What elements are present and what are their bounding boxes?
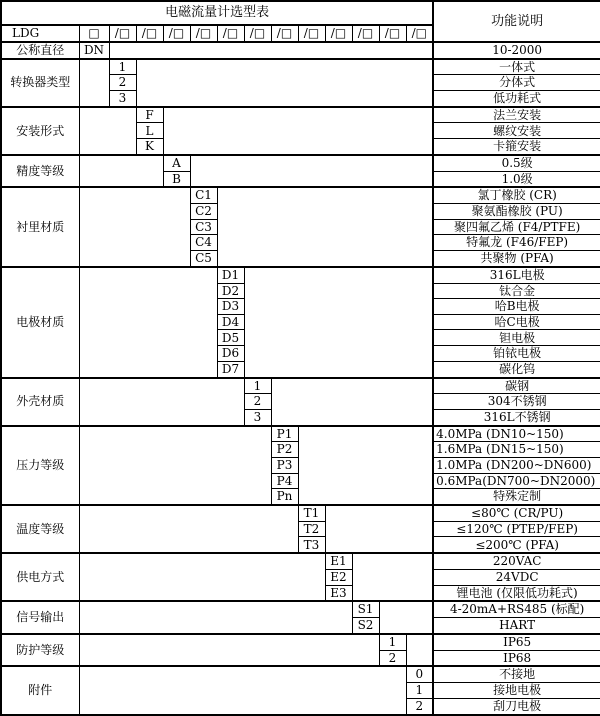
- category-label: 附件: [1, 666, 79, 715]
- code-cell: K: [136, 139, 163, 155]
- code-cell: 1: [379, 634, 406, 650]
- function-cell: 10-2000: [433, 42, 600, 59]
- function-cell: 钛合金: [433, 283, 600, 299]
- function-cell: 1.6MPa (DN15~150): [433, 442, 600, 458]
- code-cell: 3: [109, 91, 136, 107]
- code-cell: P4: [271, 473, 298, 489]
- function-cell: 共聚物 (PFA): [433, 251, 600, 267]
- category-label: 供电方式: [1, 553, 79, 601]
- model-slot-cell: /□: [109, 25, 136, 42]
- option-row: [1, 505, 600, 521]
- code-cell: 1: [109, 59, 136, 75]
- code-cell: 0: [406, 666, 433, 682]
- code-cell: 1: [244, 378, 271, 394]
- blank-cell: [379, 601, 433, 633]
- option-row: [1, 634, 600, 650]
- blank-cell: [79, 426, 271, 505]
- blank-cell: [79, 378, 244, 426]
- code-cell: T3: [298, 537, 325, 553]
- code-cell: 3: [244, 409, 271, 425]
- blank-cell: [79, 155, 163, 187]
- model-slot-cell: /□: [190, 25, 217, 42]
- title-row: [1, 1, 600, 25]
- model-prefix-label: LDG: [1, 25, 79, 42]
- code-cell: A: [163, 155, 190, 171]
- function-cell: HART: [433, 618, 600, 634]
- code-cell: B: [163, 171, 190, 187]
- function-cell: 1.0级: [433, 171, 600, 187]
- option-row: [1, 59, 600, 75]
- blank-cell: [136, 59, 433, 107]
- option-row: [1, 426, 600, 442]
- model-slot-cell: /□: [136, 25, 163, 42]
- category-label: 电极材质: [1, 267, 79, 378]
- function-cell: 220VAC: [433, 553, 600, 569]
- code-cell: E1: [325, 553, 352, 569]
- model-slot-cell: /□: [163, 25, 190, 42]
- function-cell: 氯丁橡胶 (CR): [433, 187, 600, 203]
- code-cell: C2: [190, 204, 217, 220]
- option-row: [1, 666, 600, 682]
- function-cell: 24VDC: [433, 569, 600, 585]
- code-cell: S1: [352, 601, 379, 617]
- model-slot-cell: /□: [352, 25, 379, 42]
- blank-cell: [79, 601, 352, 633]
- table-title: 电磁流量计选型表: [1, 1, 433, 25]
- option-row: [1, 553, 600, 569]
- option-row: [1, 267, 600, 283]
- option-row: [1, 378, 600, 394]
- category-label: 温度等级: [1, 505, 79, 553]
- code-cell: S2: [352, 618, 379, 634]
- code-cell: C4: [190, 235, 217, 251]
- model-slot-cell: /□: [244, 25, 271, 42]
- blank-cell: [109, 42, 433, 59]
- category-label: 公称直径: [1, 42, 79, 59]
- code-cell: E3: [325, 585, 352, 601]
- function-cell: 0.5级: [433, 155, 600, 171]
- blank-cell: [244, 267, 433, 378]
- function-cell: 0.6MPa(DN700~DN2000): [433, 473, 600, 489]
- blank-cell: [79, 505, 298, 553]
- code-cell: D4: [217, 314, 244, 330]
- function-cell: 304不锈钢: [433, 394, 600, 410]
- model-slot-cell: /□: [406, 25, 433, 42]
- model-slot-cell: /□: [271, 25, 298, 42]
- diameter-row: [1, 42, 600, 59]
- category-label: 防护等级: [1, 634, 79, 666]
- blank-cell: [79, 634, 379, 666]
- option-row: [1, 107, 600, 123]
- code-cell: C3: [190, 219, 217, 235]
- blank-cell: [217, 187, 433, 266]
- function-cell: 铂铱电极: [433, 346, 600, 362]
- function-cell: 特殊定制: [433, 489, 600, 505]
- blank-cell: [298, 426, 433, 505]
- model-slot-cell: /□: [298, 25, 325, 42]
- code-cell: 2: [244, 394, 271, 410]
- function-cell: 刮刀电极: [433, 698, 600, 715]
- option-row: [1, 187, 600, 203]
- category-label: 信号输出: [1, 601, 79, 633]
- blank-cell: [190, 155, 433, 187]
- category-label: 外壳材质: [1, 378, 79, 426]
- blank-cell: [79, 187, 190, 266]
- blank-cell: [163, 107, 433, 155]
- function-cell: ≤80℃ (CR/PU): [433, 505, 600, 521]
- function-cell: 特氟龙 (F46/FEP): [433, 235, 600, 251]
- function-cell: 聚四氟乙烯 (F4/PTFE): [433, 219, 600, 235]
- blank-cell: [271, 378, 433, 426]
- code-cell: F: [136, 107, 163, 123]
- code-cell: 2: [406, 698, 433, 715]
- function-cell: 锂电池 (仅限低功耗式): [433, 585, 600, 601]
- function-cell: 4-20mA+RS485 (标配): [433, 601, 600, 617]
- code-cell: C5: [190, 251, 217, 267]
- function-cell: IP65: [433, 634, 600, 650]
- function-cell: 哈C电极: [433, 314, 600, 330]
- code-cell: 2: [379, 650, 406, 666]
- blank-cell: [79, 553, 325, 601]
- option-row: [1, 155, 600, 171]
- function-cell: 哈B电极: [433, 299, 600, 315]
- blank-cell: [79, 107, 136, 155]
- model-box-cell: □: [79, 25, 109, 42]
- code-cell: D2: [217, 283, 244, 299]
- function-cell: 一体式: [433, 59, 600, 75]
- code-cell: DN: [79, 42, 109, 59]
- model-slot-cell: /□: [217, 25, 244, 42]
- function-cell: 钽电极: [433, 330, 600, 346]
- function-cell: 分体式: [433, 75, 600, 91]
- function-cell: 聚氨酯橡胶 (PU): [433, 204, 600, 220]
- blank-cell: [352, 553, 433, 601]
- code-cell: P3: [271, 458, 298, 474]
- model-slot-cell: /□: [325, 25, 352, 42]
- code-cell: Pn: [271, 489, 298, 505]
- code-cell: 2: [109, 75, 136, 91]
- function-cell: 316L电极: [433, 267, 600, 283]
- function-cell: 1.0MPa (DN200~DN600): [433, 458, 600, 474]
- code-cell: 1: [406, 683, 433, 699]
- code-cell: D1: [217, 267, 244, 283]
- function-cell: 碳钢: [433, 378, 600, 394]
- function-cell: ≤200℃ (PFA): [433, 537, 600, 553]
- model-slot-cell: /□: [379, 25, 406, 42]
- category-label: 转换器类型: [1, 59, 79, 107]
- function-cell: 接地电极: [433, 683, 600, 699]
- blank-cell: [325, 505, 433, 553]
- category-label: 精度等级: [1, 155, 79, 187]
- function-cell: 碳化钨: [433, 361, 600, 377]
- blank-cell: [406, 634, 433, 666]
- blank-cell: [79, 59, 109, 107]
- code-cell: T1: [298, 505, 325, 521]
- code-cell: E2: [325, 569, 352, 585]
- function-cell: 316L不锈钢: [433, 409, 600, 425]
- code-cell: T2: [298, 521, 325, 537]
- code-cell: P2: [271, 442, 298, 458]
- function-cell: 螺纹安装: [433, 123, 600, 139]
- function-cell: 4.0MPa (DN10~150): [433, 426, 600, 442]
- code-cell: D3: [217, 299, 244, 315]
- function-column-header: 功能说明: [433, 1, 600, 42]
- blank-cell: [79, 666, 406, 715]
- category-label: 压力等级: [1, 426, 79, 505]
- code-cell: P1: [271, 426, 298, 442]
- category-label: 安装形式: [1, 107, 79, 155]
- function-cell: IP68: [433, 650, 600, 666]
- blank-cell: [79, 267, 217, 378]
- function-cell: ≤120℃ (PTEP/FEP): [433, 521, 600, 537]
- option-row: [1, 601, 600, 617]
- code-cell: D6: [217, 346, 244, 362]
- function-cell: 卡箍安装: [433, 139, 600, 155]
- function-cell: 法兰安装: [433, 107, 600, 123]
- category-label: 衬里材质: [1, 187, 79, 266]
- code-cell: D5: [217, 330, 244, 346]
- code-cell: D7: [217, 361, 244, 377]
- function-cell: 不接地: [433, 666, 600, 682]
- code-cell: C1: [190, 187, 217, 203]
- code-cell: L: [136, 123, 163, 139]
- function-cell: 低功耗式: [433, 91, 600, 107]
